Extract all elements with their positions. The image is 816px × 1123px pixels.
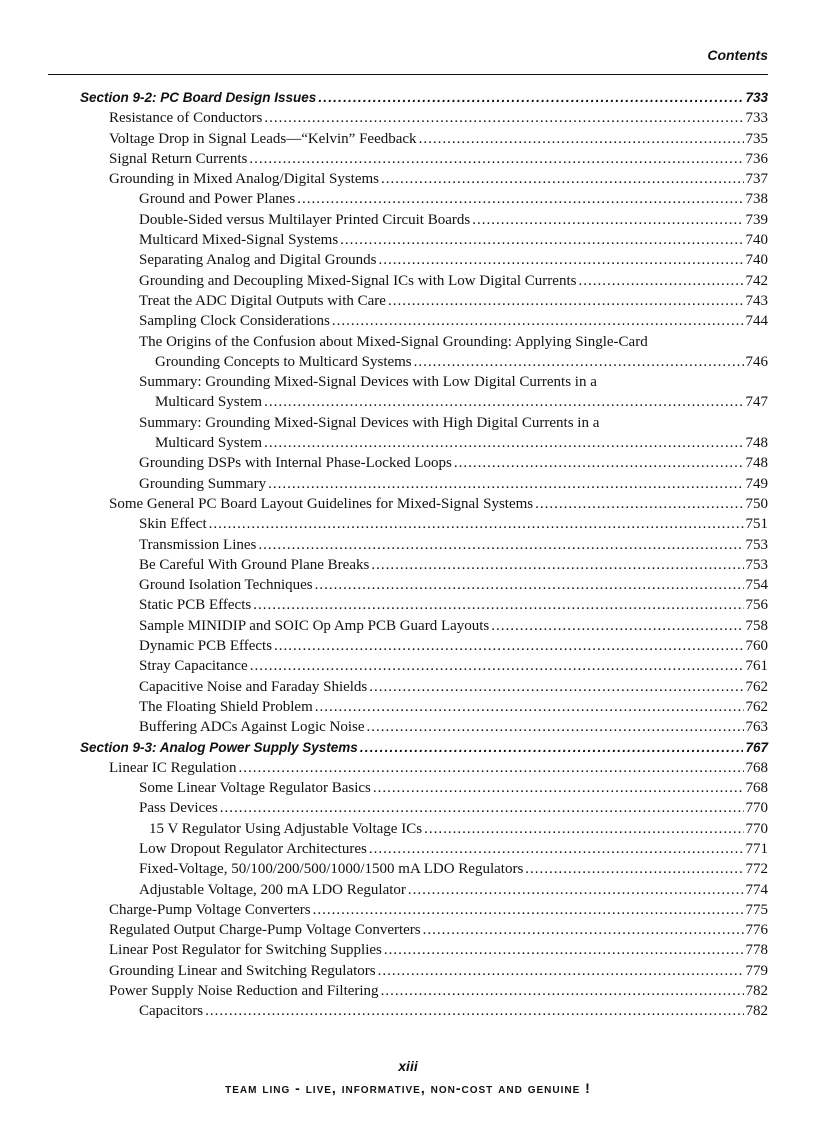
dot-leader (424, 819, 743, 839)
dot-leader (264, 433, 743, 453)
dot-leader (472, 210, 743, 230)
toc-entry (0, 413, 816, 433)
dot-leader (315, 575, 744, 595)
toc-entry-page: 754 (744, 575, 769, 595)
toc-entry-title: Grounding Concepts to Multicard Systems (155, 352, 414, 372)
dot-leader (318, 88, 743, 108)
dot-leader (388, 291, 744, 311)
dot-leader (264, 392, 743, 412)
toc-entry-title: 15 V Regulator Using Adjustable Voltage ICs (149, 819, 424, 839)
dot-leader (491, 616, 743, 636)
toc-entry-page: 770 (744, 819, 769, 839)
toc-entry-title: Section 9-3: Analog Power Supply Systems (80, 738, 360, 758)
dot-leader (258, 535, 743, 555)
toc-entry-title: Some Linear Voltage Regulator Basics (139, 778, 373, 798)
dot-leader (209, 514, 744, 534)
toc-entry-title: Static PCB Effects (139, 595, 253, 615)
toc-entry (0, 230, 816, 250)
toc-entry (0, 636, 816, 656)
toc-entry (0, 616, 816, 636)
toc-entry-page: 733 (743, 88, 768, 108)
dot-leader (378, 250, 743, 270)
dot-leader (253, 595, 743, 615)
toc-entry-title: Multicard System (155, 433, 264, 453)
toc-entry-title: Adjustable Voltage, 200 mA LDO Regulator (139, 880, 408, 900)
toc-entry (0, 575, 816, 595)
toc-entry (0, 595, 816, 615)
toc-entry-title: Pass Devices (139, 798, 220, 818)
toc-entry-page: 751 (744, 514, 769, 534)
toc-entry-page: 760 (744, 636, 769, 656)
dot-leader (414, 352, 744, 372)
dot-leader (238, 758, 743, 778)
toc-entry (0, 717, 816, 737)
dot-leader (369, 839, 744, 859)
toc-section-entry (0, 88, 816, 108)
toc-entry-title: Treat the ADC Digital Outputs with Care (139, 291, 388, 311)
toc-entry-title: Multicard System (155, 392, 264, 412)
page-number: xiii (398, 1058, 418, 1074)
toc-entry-title: Linear IC Regulation (109, 758, 238, 778)
toc-entry-page: 775 (744, 900, 769, 920)
toc-entry-page: 750 (744, 494, 769, 514)
toc-entry (0, 758, 816, 778)
toc-entry-page: 762 (744, 677, 769, 697)
dot-leader (205, 1001, 743, 1021)
toc-entry-page: 768 (744, 778, 769, 798)
toc-entry-page: 753 (744, 535, 769, 555)
toc-entry (0, 250, 816, 270)
toc-entry-title: Signal Return Currents (109, 149, 249, 169)
toc-entry-page: 742 (744, 271, 769, 291)
toc-entry (0, 535, 816, 555)
toc-entry (0, 1001, 816, 1021)
toc-entry-title: Multicard Mixed-Signal Systems (139, 230, 340, 250)
toc-entry-page: 748 (744, 433, 769, 453)
toc-entry (0, 108, 816, 128)
toc-entry-page: 782 (744, 1001, 769, 1021)
toc-entry-title: Summary: Grounding Mixed-Signal Devices with High Digital Currents in a (139, 413, 601, 433)
dot-leader (525, 859, 743, 879)
toc-entry (0, 332, 816, 352)
toc-entry-page: 735 (744, 129, 769, 149)
toc-entry-title: Ground and Power Planes (139, 189, 297, 209)
toc-entry-title: Grounding Summary (139, 474, 268, 494)
toc-entry (0, 189, 816, 209)
dot-leader (367, 717, 744, 737)
dot-leader (381, 981, 744, 1001)
toc-entry-title: Dynamic PCB Effects (139, 636, 274, 656)
toc-entry (0, 352, 816, 372)
toc-entry-page: 779 (744, 961, 769, 981)
toc-entry-page: 761 (744, 656, 769, 676)
toc-entry-title: Double-Sided versus Multilayer Printed Circuit Boards (139, 210, 472, 230)
toc-entry-page: 739 (744, 210, 769, 230)
toc-entry-title: Grounding and Decoupling Mixed-Signal ICs with Low Digital Currents (139, 271, 578, 291)
toc-entry (0, 880, 816, 900)
footer-tagline: team ling - live, informative, non-cost and genuine ! (225, 1080, 591, 1096)
dot-leader (313, 900, 744, 920)
toc-entry (0, 494, 816, 514)
toc-entry-title: Skin Effect (139, 514, 209, 534)
toc-entry-title: Ground Isolation Techniques (139, 575, 315, 595)
dot-leader (423, 920, 744, 940)
toc-entry (0, 474, 816, 494)
dot-leader (373, 778, 744, 798)
dot-leader (381, 169, 744, 189)
dot-leader (535, 494, 743, 514)
toc-entry (0, 900, 816, 920)
toc-entry-title: Sample MINIDIP and SOIC Op Amp PCB Guard Layouts (139, 616, 491, 636)
toc-entry (0, 210, 816, 230)
toc-entry (0, 149, 816, 169)
toc-entry (0, 778, 816, 798)
dot-leader (454, 453, 744, 473)
dot-leader (360, 738, 744, 758)
toc-entry-title: Some General PC Board Layout Guidelines for Mixed-Signal Systems (109, 494, 535, 514)
toc-entry-title: Capacitive Noise and Faraday Shields (139, 677, 369, 697)
toc-entry-page: 740 (744, 230, 769, 250)
toc-entry-page: 753 (744, 555, 769, 575)
toc-entry (0, 271, 816, 291)
toc-entry (0, 940, 816, 960)
toc-entry-page: 778 (744, 940, 769, 960)
dot-leader (378, 961, 744, 981)
toc-entry-page: 756 (744, 595, 769, 615)
toc-entry (0, 433, 816, 453)
toc-entry-title: Stray Capacitance (139, 656, 250, 676)
dot-leader (297, 189, 743, 209)
toc-entry-page: 740 (744, 250, 769, 270)
toc-entry (0, 129, 816, 149)
toc-entry-title: Charge-Pump Voltage Converters (109, 900, 313, 920)
toc-entry-page: 744 (744, 311, 769, 331)
dot-leader (332, 311, 744, 331)
toc-entry-title: Summary: Grounding Mixed-Signal Devices with Low Digital Currents in a (139, 372, 599, 392)
toc-entry-title: Sampling Clock Considerations (139, 311, 332, 331)
toc-entry-title: Grounding Linear and Switching Regulators (109, 961, 378, 981)
toc-entry-title: The Origins of the Confusion about Mixed-Signal Grounding: Applying Single-Card (139, 332, 650, 352)
table-of-contents (0, 88, 816, 1022)
toc-entry-title: Voltage Drop in Signal Leads—“Kelvin” Feedback (109, 129, 419, 149)
toc-section-entry (0, 738, 816, 758)
toc-entry (0, 392, 816, 412)
dot-leader (369, 677, 743, 697)
toc-entry-page: 737 (744, 169, 769, 189)
dot-leader (264, 108, 743, 128)
toc-entry (0, 859, 816, 879)
toc-entry-page: 762 (744, 697, 769, 717)
toc-entry-title: Resistance of Conductors (109, 108, 264, 128)
toc-entry (0, 961, 816, 981)
toc-entry-page: 771 (744, 839, 769, 859)
toc-entry (0, 311, 816, 331)
toc-entry-page: 758 (744, 616, 769, 636)
running-header: Contents (707, 47, 768, 63)
toc-entry-page: 736 (744, 149, 769, 169)
toc-entry-page: 782 (744, 981, 769, 1001)
dot-leader (384, 940, 744, 960)
dot-leader (274, 636, 743, 656)
toc-entry (0, 677, 816, 697)
toc-entry (0, 453, 816, 473)
dot-leader (315, 697, 744, 717)
toc-entry-page: 772 (744, 859, 769, 879)
toc-entry-page: 733 (744, 108, 769, 128)
dot-leader (340, 230, 743, 250)
toc-entry-page: 746 (744, 352, 769, 372)
toc-entry (0, 981, 816, 1001)
toc-entry (0, 819, 816, 839)
toc-entry-page: 774 (744, 880, 769, 900)
toc-entry-title: Be Careful With Ground Plane Breaks (139, 555, 371, 575)
toc-entry-title: Linear Post Regulator for Switching Supplies (109, 940, 384, 960)
toc-entry (0, 169, 816, 189)
toc-entry (0, 372, 816, 392)
toc-entry-page: 743 (744, 291, 769, 311)
toc-entry-title: Separating Analog and Digital Grounds (139, 250, 378, 270)
header-rule (48, 74, 768, 75)
toc-entry (0, 656, 816, 676)
toc-entry (0, 920, 816, 940)
toc-entry-page: 747 (744, 392, 769, 412)
toc-entry-title: Low Dropout Regulator Architectures (139, 839, 369, 859)
toc-entry-page: 776 (744, 920, 769, 940)
toc-entry (0, 514, 816, 534)
toc-entry-title: Grounding in Mixed Analog/Digital Systems (109, 169, 381, 189)
toc-entry-page: 763 (744, 717, 769, 737)
dot-leader (371, 555, 743, 575)
toc-entry-title: Fixed-Voltage, 50/100/200/500/1000/1500 mA LDO Regulators (139, 859, 525, 879)
toc-entry-title: Buffering ADCs Against Logic Noise (139, 717, 367, 737)
dot-leader (249, 149, 743, 169)
dot-leader (578, 271, 743, 291)
toc-entry (0, 839, 816, 859)
toc-entry (0, 798, 816, 818)
dot-leader (419, 129, 744, 149)
toc-entry-page: 738 (744, 189, 769, 209)
toc-entry-title: The Floating Shield Problem (139, 697, 315, 717)
toc-entry (0, 555, 816, 575)
toc-entry-title: Capacitors (139, 1001, 205, 1021)
toc-entry-title: Regulated Output Charge-Pump Voltage Converters (109, 920, 423, 940)
dot-leader (250, 656, 744, 676)
toc-entry-page: 768 (744, 758, 769, 778)
toc-entry-page: 748 (744, 453, 769, 473)
toc-entry-title: Power Supply Noise Reduction and Filtering (109, 981, 381, 1001)
toc-entry-title: Grounding DSPs with Internal Phase-Locked Loops (139, 453, 454, 473)
toc-entry-title: Transmission Lines (139, 535, 258, 555)
toc-entry (0, 697, 816, 717)
dot-leader (268, 474, 743, 494)
dot-leader (408, 880, 744, 900)
toc-entry-page: 767 (743, 738, 768, 758)
toc-entry-title: Section 9-2: PC Board Design Issues (80, 88, 318, 108)
dot-leader (220, 798, 744, 818)
toc-entry-page: 770 (744, 798, 769, 818)
toc-entry-page: 749 (744, 474, 769, 494)
toc-entry (0, 291, 816, 311)
